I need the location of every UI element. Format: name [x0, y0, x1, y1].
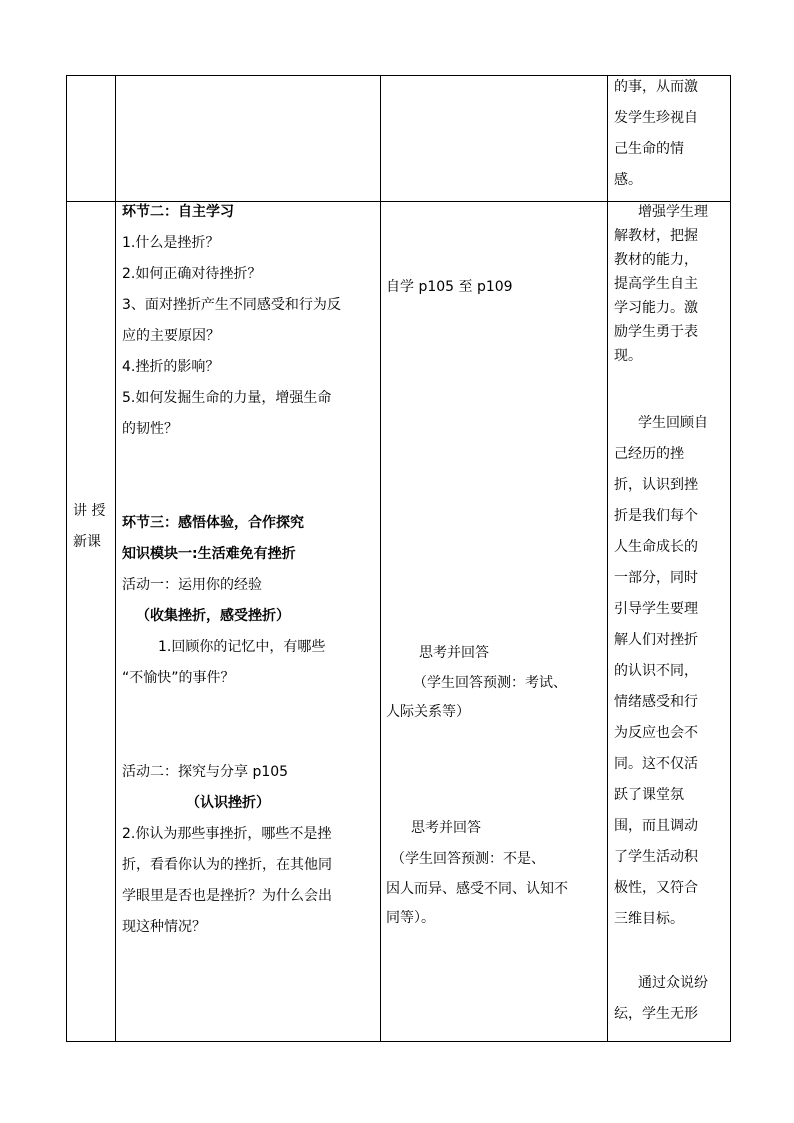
- activity-question: 折，看看你认为的挫折，在其他同: [122, 857, 332, 873]
- student-response: 思考并回答: [419, 645, 489, 661]
- student-response: 因人而异、感受不同、认知不: [386, 881, 568, 897]
- row-divider: [66, 201, 731, 202]
- column-border-right: [730, 75, 731, 1042]
- student-response: 同等）。: [386, 910, 435, 926]
- text-line: 纭，学生无形: [614, 1006, 698, 1022]
- student-response: 思考并回答: [411, 820, 481, 836]
- text-line: 教材的能力，: [614, 252, 698, 268]
- text-line: 人生命成长的: [614, 539, 698, 555]
- activity-question: 学眼里是否也是挫折？为什么会出: [122, 888, 332, 904]
- activity-question: 2.你认为那些事挫折，哪些不是挫: [122, 826, 332, 842]
- module-heading: 知识模块一:生活难免有挫折: [122, 546, 296, 562]
- activity-question: 1.回顾你的记忆中，有哪些: [158, 639, 326, 655]
- text-line: 解教材，把握: [614, 228, 698, 244]
- text-line: 折，认识到挫: [614, 477, 698, 493]
- stage-label-line: 新课: [73, 534, 101, 550]
- text-line: 极性，又符合: [614, 880, 698, 896]
- activity-title: 活动一：运用你的经验: [122, 577, 262, 593]
- student-response: 人际关系等）: [386, 704, 470, 720]
- activity-question: “不愉快”的事件？: [122, 670, 235, 686]
- text-line: 己经历的挫: [614, 446, 684, 462]
- section-heading: 环节三：感悟体验，合作探究: [122, 515, 304, 531]
- text-line: 的认识不同，: [614, 663, 698, 679]
- text-line: 解人们对挫折: [614, 632, 698, 648]
- text-line: 增强学生理: [638, 204, 708, 220]
- text-line: 情绪感受和行: [614, 694, 698, 710]
- activity-subtitle: （收集挫折，感受挫折）: [136, 608, 290, 624]
- question-item: 5.如何发掘生命的力量，增强生命: [122, 390, 332, 406]
- activity-title: 活动二：探究与分享 p105: [122, 764, 289, 780]
- table-top-border: [66, 75, 731, 76]
- question-item: 的韧性？: [122, 421, 178, 437]
- text-line: 三维目标。: [614, 911, 684, 927]
- column-border-2: [380, 75, 381, 1042]
- column-border-left: [66, 75, 67, 1042]
- text-line: 学习能力。激: [614, 300, 698, 316]
- question-item: 2.如何正确对待挫折？: [122, 266, 262, 282]
- question-item: 1.什么是挫折？: [122, 235, 220, 251]
- text-line: 现。: [614, 348, 642, 364]
- student-response: （学生回答预测：不是、: [391, 851, 545, 867]
- activity-subtitle: （认识挫折）: [186, 795, 270, 811]
- text-line: 跃了课堂氛: [614, 787, 684, 803]
- activity-question: 现这种情况？: [122, 919, 206, 935]
- text-line: 折是我们每个: [614, 508, 698, 524]
- text-line: 通过众说纷: [638, 975, 708, 991]
- text-line: 为反应也会不: [614, 725, 698, 741]
- text-line: 了学生活动积: [614, 849, 698, 865]
- text-line: 发学生珍视自: [614, 110, 698, 126]
- text-line: 提高学生自主: [614, 276, 698, 292]
- column-border-1: [115, 75, 116, 1042]
- question-item: 4.挫折的影响？: [122, 359, 220, 375]
- question-item: 应的主要原因？: [122, 328, 220, 344]
- text-line: 学生回顾自: [638, 415, 708, 431]
- text-line: 同。这不仅活: [614, 756, 698, 772]
- text-line: 围，而且调动: [614, 818, 698, 834]
- text-line: 励学生勇于表: [614, 324, 698, 340]
- text-line: 的事，从而激: [614, 79, 698, 95]
- column-border-3: [607, 75, 608, 1042]
- text-line: 感。: [614, 172, 642, 188]
- text-line: 引导学生要理: [614, 601, 698, 617]
- self-study-note: 自学 p105 至 p109: [386, 279, 513, 295]
- section-heading: 环节二：自主学习: [122, 204, 234, 220]
- student-response: （学生回答预测：考试、: [413, 675, 567, 691]
- question-item: 3、面对挫折产生不同感受和行为反: [122, 297, 341, 313]
- text-line: 己生命的情: [614, 141, 684, 157]
- stage-label-line: 讲 授: [73, 503, 106, 519]
- text-line: 一部分，同时: [614, 570, 698, 586]
- table-bottom-border: [66, 1041, 731, 1042]
